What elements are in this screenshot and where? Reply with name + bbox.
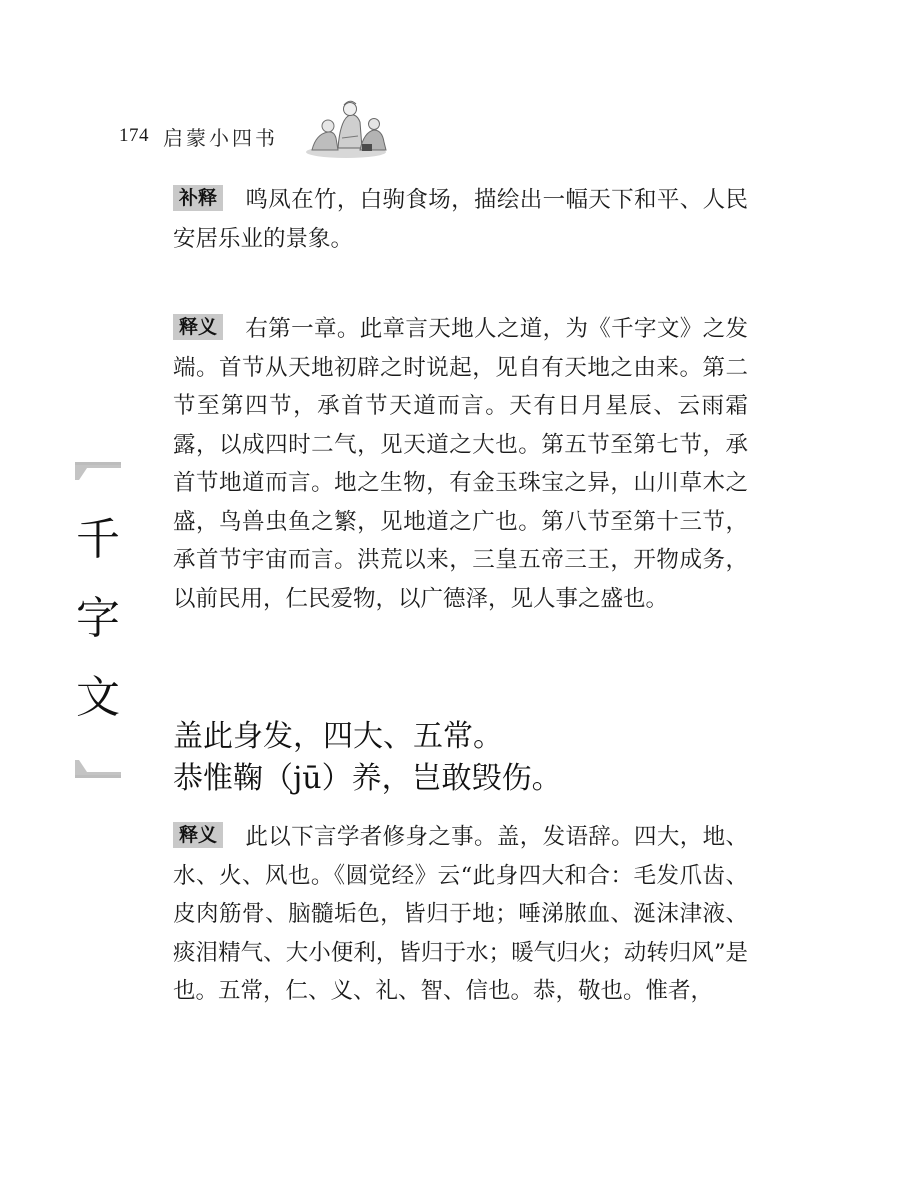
explanation-paragraph-1 (173, 310, 748, 618)
scholars-illustration (302, 98, 392, 160)
supplement-text: 鸣凤在竹，白驹食场，描绘出一幅天下和平、人民安居乐业的景象。 (173, 187, 748, 252)
supplement-paragraph (173, 181, 748, 258)
explanation-text: 右第一章。此章言天地人之道，为《千字文》之发端。首节从天地初辟之时说起，见自有天地之由来。第二节至第四节，承首节天道而言。天有日月星辰、云雨霜露，以成四时二气，见天道之大也。第五节至第七节，承首节地道而言。地之生物，有金玉珠宝之异，山川草木之盛，鸟兽虫鱼之繁，见地道之广也。第八节至第十三节，承首节宇宙而言。洪荒以来，三皇五帝三王，开物成务，以前民用，仁民爱物，以广德泽，见人事之盛也。 (173, 316, 748, 612)
top-bracket-ornament (73, 462, 123, 480)
explanation-label: 释义 (173, 822, 223, 848)
explanation-label: 释义 (173, 314, 223, 340)
book-title: 启蒙小四书 (163, 125, 278, 150)
explanation-paragraph-2 (173, 818, 748, 1011)
page-number: 174 (119, 125, 149, 146)
bottom-bracket-ornament (73, 760, 123, 778)
verse (173, 716, 748, 800)
side-title-char: 千 (76, 514, 120, 565)
explanation-text: 此以下言学者修身之事。盖，发语辞。四大，地、水、火、风也。《圆觉经》云“此身四大和合：毛发爪齿、皮肉筋骨、脑髓垢色，皆归于地；唾涕脓血、涎沫津液、痰泪精气、大小便利，皆归于水；暖气归火；动转归风”是也。五常，仁、义、礼、智、信也。恭，敬也。惟者， (173, 824, 748, 1004)
verse-line: 盖此身发，四大、五常。 (173, 719, 503, 754)
running-header (119, 120, 278, 152)
side-title (70, 462, 126, 778)
verse-line: 恭惟鞠（jū）养，岂敢毁伤。 (173, 761, 562, 796)
supplement-label: 补释 (173, 185, 223, 211)
side-title-char: 字 (76, 593, 120, 644)
side-title-char: 文 (76, 672, 120, 723)
